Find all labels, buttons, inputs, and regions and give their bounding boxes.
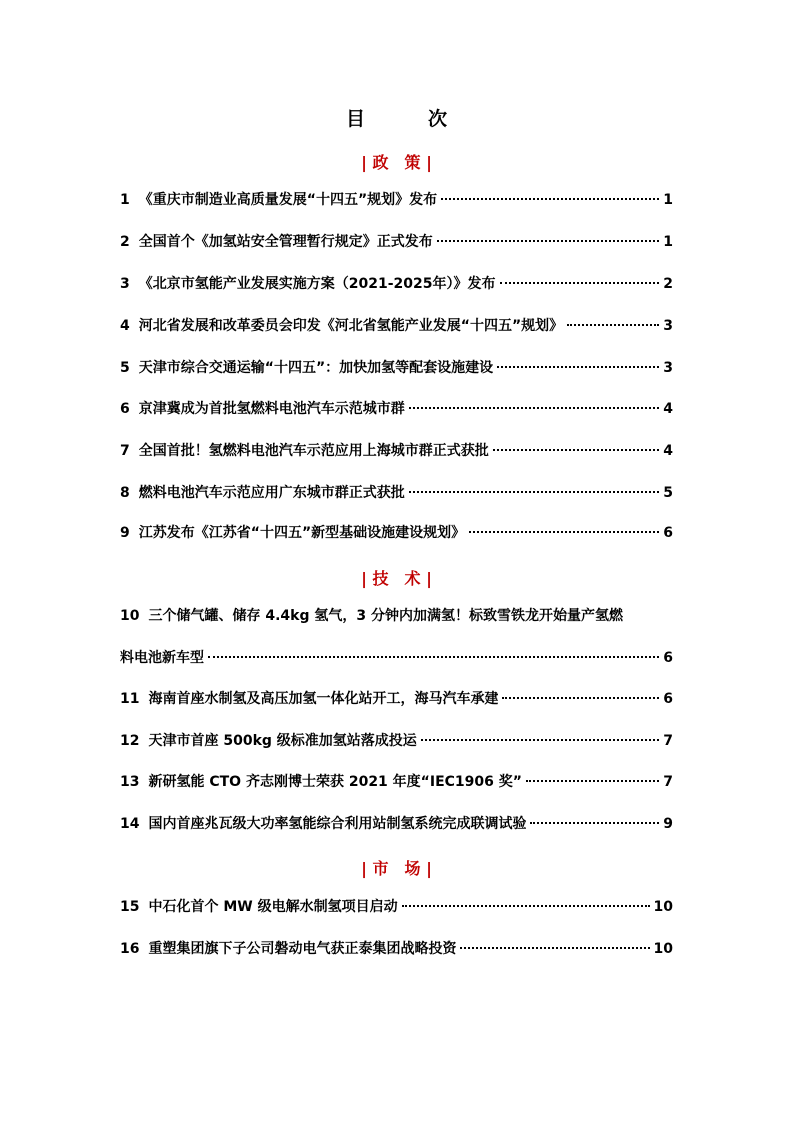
entry-page: 6 bbox=[663, 525, 673, 541]
entry-title: 《重庆市制造业高质量发展“十四五”规划》发布 bbox=[138, 192, 438, 208]
entry-title: 京津冀成为首批氢燃料电池汽车示范城市群 bbox=[138, 401, 405, 417]
entry-page: 2 bbox=[663, 276, 673, 292]
entry-page: 7 bbox=[663, 733, 673, 749]
dot-leader bbox=[441, 198, 659, 200]
entry-title: 重塑集团旗下子公司磐动电气获正泰集团战略投资 bbox=[148, 941, 457, 957]
dot-leader bbox=[421, 739, 659, 741]
toc-entry[interactable] bbox=[120, 272, 673, 296]
dot-leader bbox=[500, 282, 660, 284]
entry-page: 9 bbox=[663, 816, 673, 832]
section-heading-market: | 市 场 | bbox=[361, 859, 432, 878]
page-title: 目 次 bbox=[345, 108, 469, 130]
entry-number: 6 bbox=[120, 401, 130, 417]
entry-number: 15 bbox=[120, 899, 140, 915]
section-heading-policy: | 政 策 | bbox=[361, 153, 432, 172]
entry-title: 中石化首个 MW 级电解水制氢项目启动 bbox=[148, 899, 398, 915]
toc-entry[interactable] bbox=[120, 687, 673, 711]
entry-page: 6 bbox=[663, 691, 673, 707]
entry-title: 新研氢能 CTO 齐志刚博士荣获 2021 年度“IEC1906 奖” bbox=[148, 774, 522, 790]
entry-number: 11 bbox=[120, 691, 140, 707]
toc-entry[interactable] bbox=[120, 646, 673, 670]
dot-leader bbox=[502, 697, 659, 699]
section-heading-technology: | 技 术 | bbox=[361, 569, 432, 588]
dot-leader bbox=[460, 947, 649, 949]
toc-entry[interactable] bbox=[120, 729, 673, 753]
toc-entry[interactable] bbox=[120, 356, 673, 380]
entry-number: 9 bbox=[120, 525, 130, 541]
dot-leader bbox=[469, 531, 659, 533]
entry-number: 10 bbox=[120, 608, 140, 624]
dot-leader bbox=[493, 449, 660, 451]
entry-title: 河北省发展和改革委员会印发《河北省氢能产业发展“十四五”规划》 bbox=[138, 318, 564, 334]
entry-number: 5 bbox=[120, 360, 130, 376]
toc-entry[interactable] bbox=[120, 521, 673, 545]
dot-leader bbox=[409, 407, 660, 409]
dot-leader bbox=[402, 905, 650, 907]
entry-number: 14 bbox=[120, 816, 140, 832]
entry-number: 16 bbox=[120, 941, 140, 957]
entry-title: 《北京市氢能产业发展实施方案（2021-2025年）》发布 bbox=[138, 276, 496, 292]
entry-number: 8 bbox=[120, 485, 130, 501]
entry-page: 3 bbox=[663, 360, 673, 376]
entry-title: 国内首座兆瓦级大功率氢能综合利用站制氢系统完成联调试验 bbox=[148, 816, 527, 832]
toc-entry[interactable] bbox=[120, 481, 673, 505]
toc-entry[interactable] bbox=[120, 439, 673, 463]
dot-leader bbox=[208, 656, 659, 658]
entry-title: 海南首座水制氢及高压加氢一体化站开工，海马汽车承建 bbox=[148, 691, 499, 707]
toc-entry[interactable] bbox=[120, 230, 673, 254]
entry-page: 1 bbox=[663, 192, 673, 208]
toc-entry[interactable] bbox=[120, 895, 673, 919]
entry-page: 7 bbox=[663, 774, 673, 790]
entry-title: 三个储气罐、储存 4.4kg 氢气，3 分钟内加满氢！标致雪铁龙开始量产氢燃 bbox=[148, 608, 623, 624]
entry-page: 1 bbox=[663, 234, 673, 250]
entry-number: 2 bbox=[120, 234, 130, 250]
entry-page: 3 bbox=[663, 318, 673, 334]
toc-entry[interactable] bbox=[120, 770, 673, 794]
entry-number: 4 bbox=[120, 318, 130, 334]
entry-page: 10 bbox=[653, 941, 673, 957]
toc-entry[interactable] bbox=[120, 397, 673, 421]
entry-page: 5 bbox=[663, 485, 673, 501]
entry-page: 4 bbox=[663, 443, 673, 459]
toc-entry[interactable] bbox=[120, 188, 673, 212]
entry-title-continued: 料电池新车型 bbox=[120, 650, 204, 666]
entry-page: 6 bbox=[663, 650, 673, 666]
entry-number: 1 bbox=[120, 192, 130, 208]
entry-title: 燃料电池汽车示范应用广东城市群正式获批 bbox=[138, 485, 405, 501]
dot-leader bbox=[409, 491, 660, 493]
entry-title: 天津市首座 500kg 级标准加氢站落成投运 bbox=[148, 733, 417, 749]
dot-leader bbox=[497, 366, 659, 368]
entry-page: 10 bbox=[653, 899, 673, 915]
entry-title: 天津市综合交通运输“十四五”：加快加氢等配套设施建设 bbox=[138, 360, 494, 376]
entry-number: 7 bbox=[120, 443, 130, 459]
dot-leader bbox=[437, 240, 660, 242]
dot-leader bbox=[530, 822, 659, 824]
toc-entry[interactable] bbox=[120, 937, 673, 961]
entry-number: 13 bbox=[120, 774, 140, 790]
dot-leader bbox=[526, 780, 659, 782]
entry-title: 江苏发布《江苏省“十四五”新型基础设施建设规划》 bbox=[138, 525, 466, 541]
toc-entry[interactable] bbox=[120, 314, 673, 338]
entry-page: 4 bbox=[663, 401, 673, 417]
entry-number: 3 bbox=[120, 276, 130, 292]
entry-number: 12 bbox=[120, 733, 140, 749]
toc-entry-line1[interactable] bbox=[120, 604, 673, 628]
entry-title: 全国首批！氢燃料电池汽车示范应用上海城市群正式获批 bbox=[138, 443, 489, 459]
toc-entry[interactable] bbox=[120, 812, 673, 836]
dot-leader bbox=[567, 324, 659, 326]
entry-title: 全国首个《加氢站安全管理暂行规定》正式发布 bbox=[138, 234, 433, 250]
